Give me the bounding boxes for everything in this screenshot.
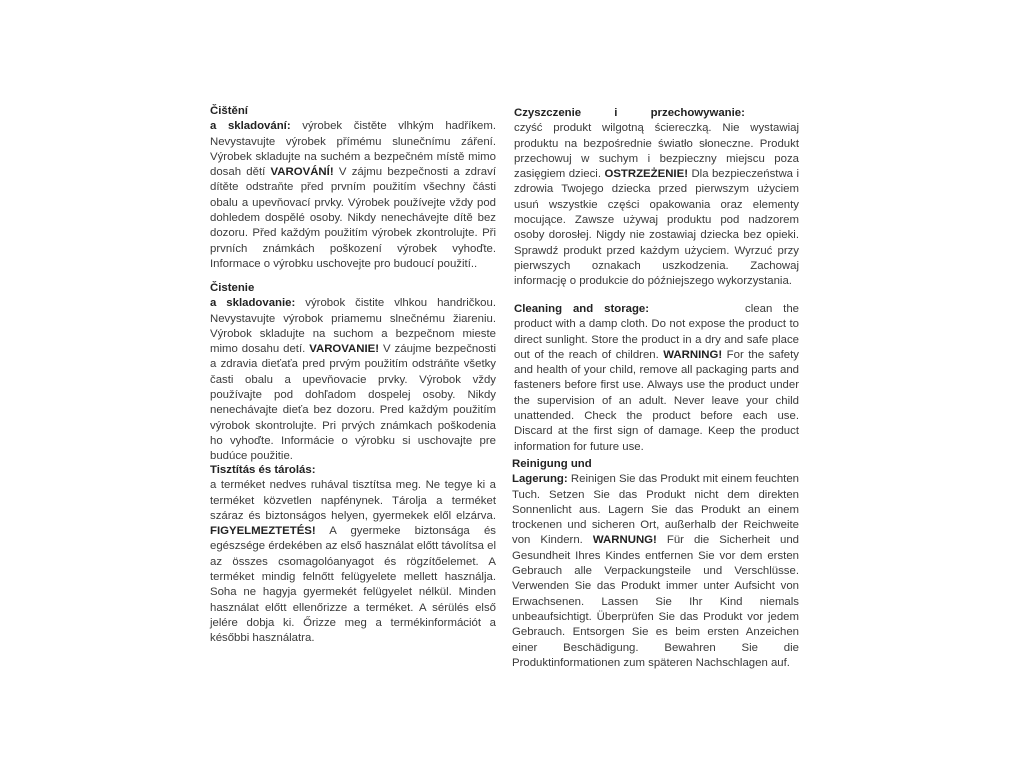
- section-polish: [514, 106, 799, 290]
- section-lead: Cleaning and storage:: [514, 303, 650, 315]
- section-heading: Tisztítás és tárolás:: [210, 464, 316, 476]
- section-body: Dla bezpieczeństwa i zdrowia Twojego dziecka przed pierwszym użyciem usuń wszystkie części opakowania oraz elementy mocujące. Zawsze używaj produktu pod nadzorem osoby dorosłej. Nigdy nie zostawiaj dziecka bez opieki. Sprawdź produkt przed każdym użyciem. Wyrzuć przy pierwszych oznakach uszkodzenia. Zachowaj informację o produkcie do późniejszego wykorzystania.: [514, 168, 799, 288]
- section-lead: a skladovanie:: [210, 297, 296, 310]
- section-heading: Reinigung und: [512, 458, 592, 470]
- section-body: V záujme bezpečnosti a zdravia dieťaťa pred prvým použitím odstráňte všetky časti obalu a upevňovacie prvky. Výrobok vždy používajte pod dohľadom dospelej osoby. Nikdy nenechávajte dieťa bez dozoru. Pred každým použitím výrobok skontrolujte. Pri prvých známkach poškodenia ho vyhoďte. Informácie o výrobku si uschovajte pre budúce použitie.: [210, 343, 496, 463]
- section-heading: Čištění: [210, 105, 248, 117]
- section-slovak: [210, 281, 496, 465]
- section-hungarian: [210, 463, 496, 647]
- section-body: výrobok čistite vlhkou handričkou. Nevystavujte výrobok priamemu slnečnému žiareniu. Výrobok skladujte na suchom a bezpečnom mieste mimo dosahu detí.: [210, 297, 496, 356]
- warning-label: OSTRZEŻENIE!: [604, 168, 688, 181]
- section-lead: a skladování:: [210, 120, 291, 133]
- section-heading: Čistenie: [210, 282, 255, 294]
- section-body: Reinigen Sie das Produkt mit einem feuchten Tuch. Setzen Sie das Produkt nicht dem direkten Sonnenlicht aus. Lagern Sie das Produkt an einem trockenen und sicheren Ort, außerhalb der Reichweite von Kindern.: [512, 473, 799, 547]
- section-lead: Lagerung:: [512, 473, 568, 486]
- section-body: Für die Sicherheit und Gesundheit Ihres Kindes entfernen Sie vor dem ersten Gebrauch alle Verpackungsteile und Verschlüsse. Verwenden Sie das Produkt immer unter Aufsicht von Erwachsenen. Lassen Sie Ihr Kind niemals unbeaufsichtigt. Überprüfen Sie das Produkt vor jedem Gebrauch. Entsorgen Sie es beim ersten Anzeichen einer Beschädigung. Bewahren Sie die Produktinformationen zum späteren Nachschlagen auf.: [512, 534, 800, 669]
- section-body: A gyermeke biztonsága és egészsége érdekében az első használat előtt távolítsa el az összes csomagolóanyagot és rögzítőelemet. A terméket mindig felnőtt felügyelete mellett használja. Soha ne hagyja gyermekét felügyelet nélkül. Minden használat előtt ellenőrizze a terméket. A sérülés első jelére dobja ki. Őrizze meg a termékinformációt a későbbi használatra.: [210, 525, 496, 645]
- section-body: clean the product with a damp cloth. Do not expose the product to direct sunlight. Store the product in a dry and safe place out of the reach of children.: [514, 303, 799, 361]
- section-heading: Czyszczenie i przechowywanie:: [514, 107, 745, 119]
- section-czech: [210, 104, 496, 272]
- warning-label: FIGYELMEZTETÉS!: [210, 525, 316, 538]
- section-body: V zájmu bezpečnosti a zdraví dítěte odstraňte před prvním použitím všechny části obalu a upevňovací prvky. Výrobek používejte vždy pod dohledem dospělé osoby. Nikdy nenechávejte dítě bez dozoru. Před každým použitím výrobek zkontrolujte. Při prvních známkách poškození výrobek vyhoďte. Informace o výrobku uschovejte pro budoucí použití..: [210, 166, 496, 270]
- warning-label: VAROVÁNÍ!: [270, 166, 334, 179]
- warning-label: WARNUNG!: [592, 534, 657, 547]
- section-body: a terméket nedves ruhával tisztítsa meg. Ne tegye ki a terméket közvetlen napfénynek. Tárolja a terméket száraz és biztonságos helyen, gyermekek elől elzárva.: [210, 479, 496, 522]
- section-body: výrobek čistěte vlhkým hadříkem. Nevystavujte výrobek přímému slunečnímu záření. Výrobek skladujte na suchém a bezpečném místě mimo dosah dětí: [210, 120, 496, 179]
- section-english: [514, 302, 799, 455]
- section-german: [512, 457, 799, 671]
- section-body: czyść produkt wilgotną ściereczką. Nie wystawiaj produktu na bezpośrednie światło słoneczne. Produkt przechowuj w suchym i bezpieczny miejscu poza zasięgiem dzieci.: [514, 122, 799, 181]
- warning-label: WARNING!: [663, 348, 723, 361]
- section-body: For the safety and health of your child, remove all packaging parts and fasteners before first use. Always use the product under the supervision of an adult. Never leave your child unattended. Check the product before each use. Discard at the first sign of damage. Keep the product information for future use.: [514, 348, 799, 453]
- warning-label: VAROVANIE!: [309, 343, 380, 356]
